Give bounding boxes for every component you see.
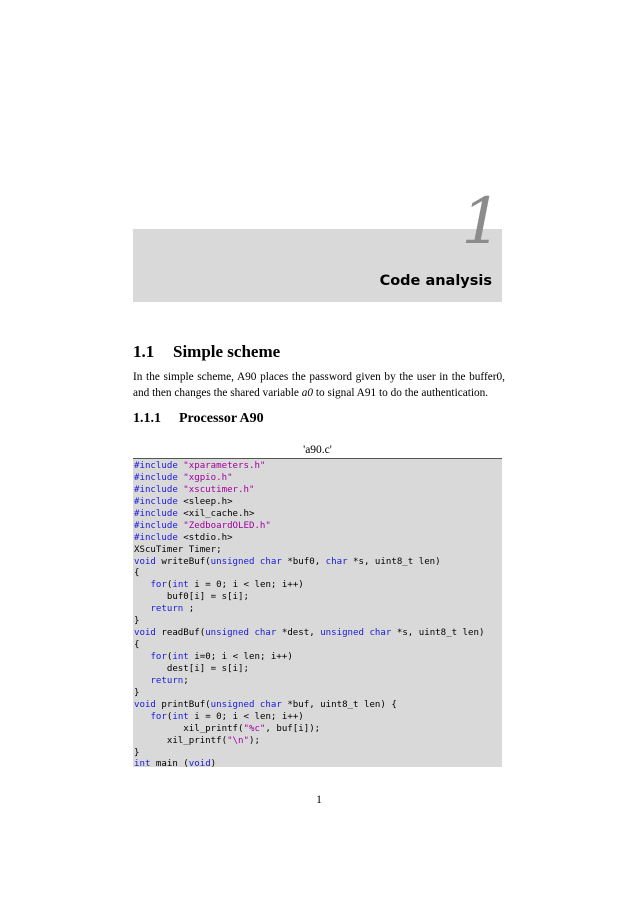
code-line: [134, 580, 484, 592]
code-token: [134, 580, 150, 590]
body-paragraph: [133, 369, 505, 401]
code-line: [134, 497, 484, 509]
code-token: unsigned char: [205, 628, 277, 639]
code-token: writeBuf(: [155, 556, 211, 567]
code-token: i = 0; i < len; i++): [188, 711, 304, 722]
section-title: Simple scheme: [173, 342, 281, 361]
code-line: [134, 640, 484, 652]
code-token: #include: [134, 472, 184, 483]
code-token: #include: [134, 508, 184, 519]
code-token: buf0[i] = s[i];: [134, 592, 249, 603]
code-line: [134, 461, 484, 473]
code-line: [134, 509, 484, 521]
variable-name: a0: [301, 387, 314, 399]
code-token: unsigned char: [210, 699, 282, 710]
code-token: void: [134, 699, 156, 710]
code-token: #include: [134, 461, 184, 471]
code-token: #include: [134, 496, 184, 507]
code-line: [134, 676, 484, 688]
chapter-title: Code analysis: [379, 273, 492, 289]
code-token: printBuf(: [155, 699, 211, 710]
code-token: readBuf(: [155, 628, 206, 639]
code-token: xil_printf(: [134, 723, 244, 734]
code-token: (: [166, 580, 173, 591]
code-token: {: [134, 640, 140, 651]
code-token: ;: [183, 604, 195, 615]
code-token: return: [150, 604, 184, 615]
code-token: }: [134, 616, 140, 627]
code-token: }: [134, 687, 140, 698]
page-number: 1: [316, 794, 322, 806]
code-token: "ZedboardOLED.h": [183, 520, 271, 531]
code-token: "xgpio.h": [183, 472, 233, 483]
code-token: <stdio.h>: [183, 532, 233, 543]
code-line: [134, 700, 484, 712]
code-token: #include: [134, 532, 184, 543]
code-token: #include: [134, 520, 184, 531]
code-line: [134, 748, 484, 760]
code-line: [134, 473, 484, 485]
code-token: (: [166, 652, 173, 662]
paragraph-text-start: In the simple scheme, A90 places the password given by the user in the buffer0, and then changes the shared variable: [133, 371, 505, 399]
listing-caption: 'a90.c': [303, 444, 332, 456]
code-token: [134, 676, 150, 686]
code-line: [134, 759, 484, 771]
code-line: [134, 628, 484, 640]
code-token: *buf, uint8_t len) {: [281, 699, 397, 710]
code-token: <xil_cache.h>: [183, 508, 255, 519]
code-line: [134, 568, 484, 580]
code-token: XScuTimer Timer;: [134, 544, 222, 555]
code-token: for: [150, 652, 167, 662]
code-line: [134, 545, 484, 557]
code-token: int: [172, 711, 189, 722]
code-token: char: [325, 556, 348, 567]
code-line: [134, 557, 484, 569]
code-token: [134, 604, 150, 614]
code-token: for: [150, 711, 167, 722]
code-token: int: [172, 580, 189, 591]
code-token: *buf0,: [281, 556, 326, 567]
code-token: <sleep.h>: [183, 496, 233, 507]
code-token: dest[i] = s[i];: [134, 663, 249, 674]
code-token: void: [188, 759, 211, 770]
subsection-number: 1.1.1: [133, 411, 161, 426]
section-heading: [133, 342, 280, 362]
code-token: void: [134, 556, 156, 567]
code-token: "\n": [227, 735, 249, 746]
code-token: int: [172, 652, 189, 662]
code-line: [134, 688, 484, 700]
code-line: [134, 485, 484, 497]
code-line: [134, 521, 484, 533]
code-line: [134, 604, 484, 616]
code-line: [134, 652, 484, 664]
code-token: *s, uint8_t len): [347, 556, 441, 567]
code-token: #include: [134, 484, 184, 495]
code-token: (: [166, 711, 173, 722]
code-token: "%c": [243, 723, 266, 734]
code-token: [134, 652, 150, 662]
chapter-number: 1: [461, 185, 502, 259]
code-token: [134, 712, 150, 722]
paragraph-text-end: to signal A91 to do the authentication.: [313, 387, 489, 399]
code-token: "xparameters.h": [183, 461, 266, 471]
code-token: );: [248, 735, 260, 746]
code-line: [134, 724, 484, 736]
code-token: main (: [150, 759, 189, 770]
code-token: int: [134, 759, 151, 770]
code-line: [134, 616, 484, 628]
code-token: ;: [183, 675, 189, 686]
code-token: i = 0; i < len; i++): [188, 580, 304, 591]
code-token: void: [134, 628, 156, 639]
code-line: [134, 592, 484, 604]
code-token: ): [210, 759, 217, 770]
code-token: , buf[i]);: [265, 723, 321, 734]
code-line: [134, 533, 484, 545]
code-line: [134, 664, 484, 676]
code-line: [134, 712, 484, 724]
section-number: 1.1: [133, 342, 155, 361]
code-line: [134, 736, 484, 748]
subsection-heading: [133, 411, 264, 427]
subsection-title: Processor A90: [179, 411, 264, 426]
code-token: {: [134, 568, 140, 579]
code-token: "xscutimer.h": [183, 484, 255, 495]
code-token: unsigned char: [210, 556, 282, 567]
code-token: *dest,: [276, 628, 321, 639]
code-token: *s, uint8_t len): [391, 628, 485, 639]
code-listing: [134, 461, 484, 771]
code-token: return: [150, 675, 184, 686]
code-token: }: [134, 747, 140, 758]
code-token: for: [150, 580, 167, 591]
chapter-heading-box: [133, 229, 502, 302]
code-token: xil_printf(: [134, 735, 228, 746]
code-token: unsigned char: [320, 628, 392, 639]
code-token: i=0; i < len; i++): [188, 652, 293, 662]
